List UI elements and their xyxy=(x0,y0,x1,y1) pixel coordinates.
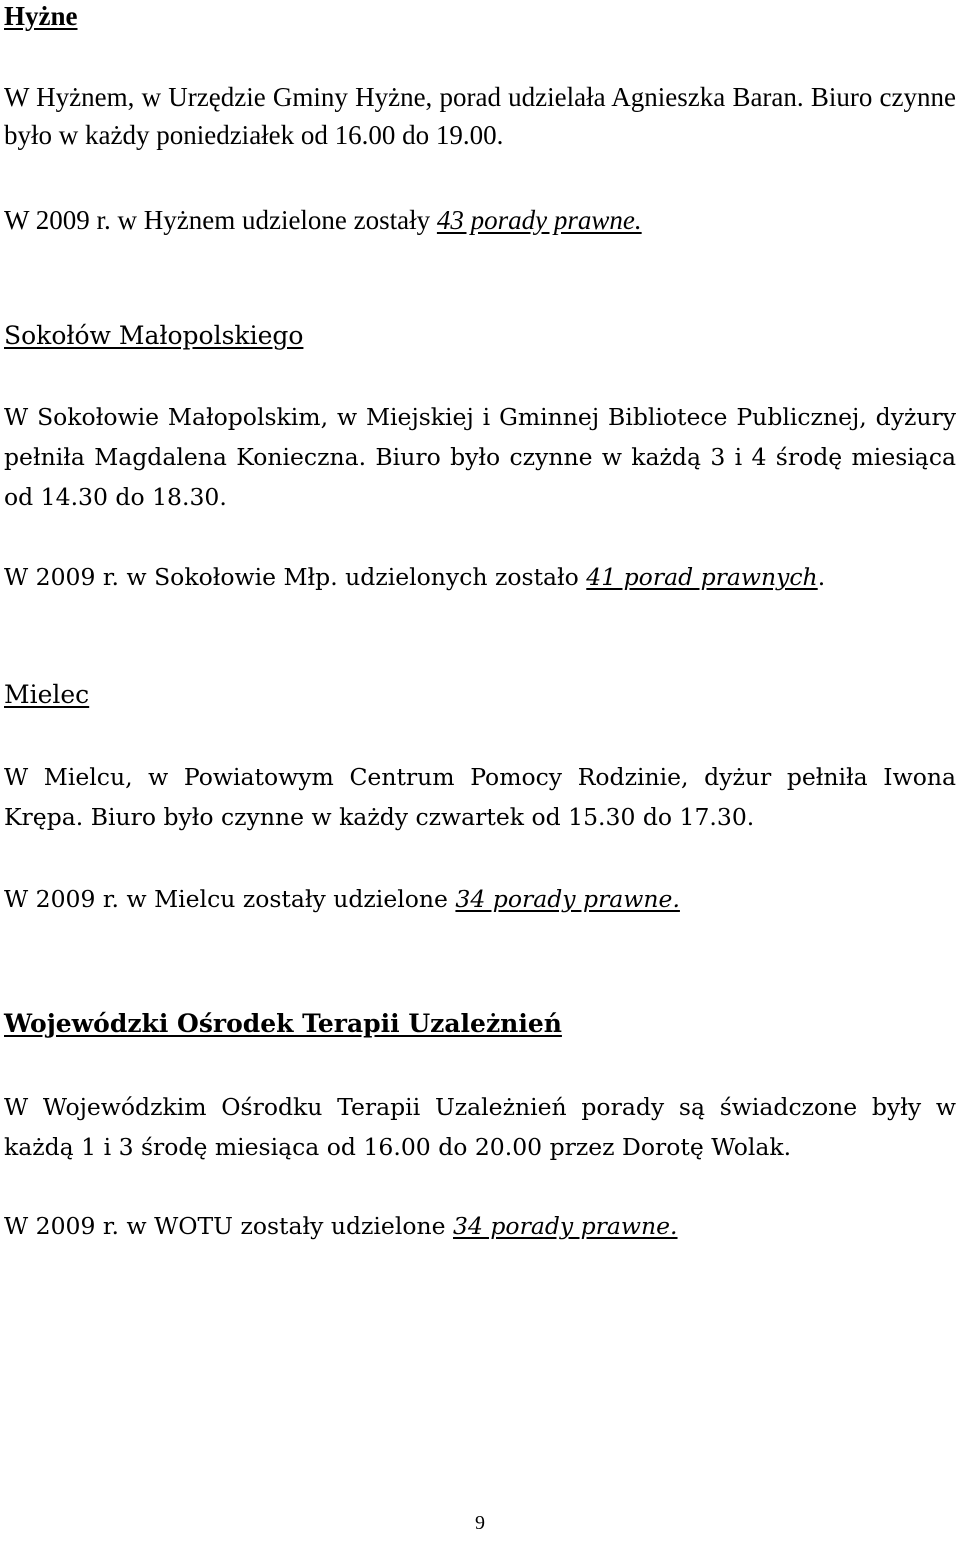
section-paragraph-mielec: W Mielcu, w Powiatowym Centrum Pomocy Rodzinie, dyżur pełniła Iwona Krępa. Biuro było czynne w każdy czwartek od 15.30 do 17.30. xyxy=(4,763,956,831)
section-heading-hyzne: Hyżne xyxy=(4,1,78,31)
summary-text: W 2009 r. w WOTU zostały udzielone xyxy=(4,1212,454,1240)
summary-text: W 2009 r. w Hyżnem udzielone zostały xyxy=(4,205,437,235)
summary-suffix: . xyxy=(817,563,826,591)
section-paragraph-hyzne: W Hyżnem, w Urzędzie Gminy Hyżne, porad udzielała Agnieszka Baran. Biuro czynne było w każdy poniedziałek od 16.00 do 19.00. xyxy=(4,82,956,150)
section-summary-sokolow xyxy=(4,557,956,597)
section-heading-sokolow: Sokołów Małopolskiego xyxy=(4,321,304,350)
page-number: 9 xyxy=(475,1512,485,1534)
advice-count-link: 34 porady prawne. xyxy=(455,885,680,913)
section-summary-wotu xyxy=(4,1206,956,1246)
advice-count-link: 41 porad prawnych xyxy=(586,563,818,591)
section-summary-hyzne xyxy=(4,201,956,239)
section-heading-mielec: Mielec xyxy=(4,680,90,709)
section-heading-wotu: Wojewódzki Ośrodek Terapii Uzależnień xyxy=(4,1009,562,1038)
summary-text: W 2009 r. w Sokołowie Młp. udzielonych zostało xyxy=(4,563,587,591)
summary-text: W 2009 r. w Mielcu zostały udzielone xyxy=(4,885,456,913)
section-paragraph-sokolow: W Sokołowie Małopolskim, w Miejskiej i Gminnej Bibliotece Publicznej, dyżury pełniła Magdalena Konieczna. Biuro było czynne w każdą 3 i 4 środę miesiąca od 14.30 do 18.30. xyxy=(4,403,956,511)
section-paragraph-wotu: W Wojewódzkim Ośrodku Terapii Uzależnień porady są świadczone były w każdą 1 i 3 środę miesiąca od 16.00 do 20.00 przez Dorotę Wolak. xyxy=(4,1093,956,1161)
advice-count-link: 34 porady prawne. xyxy=(453,1212,678,1240)
section-summary-mielec xyxy=(4,879,956,919)
advice-count-link: 43 porady prawne. xyxy=(436,205,642,235)
